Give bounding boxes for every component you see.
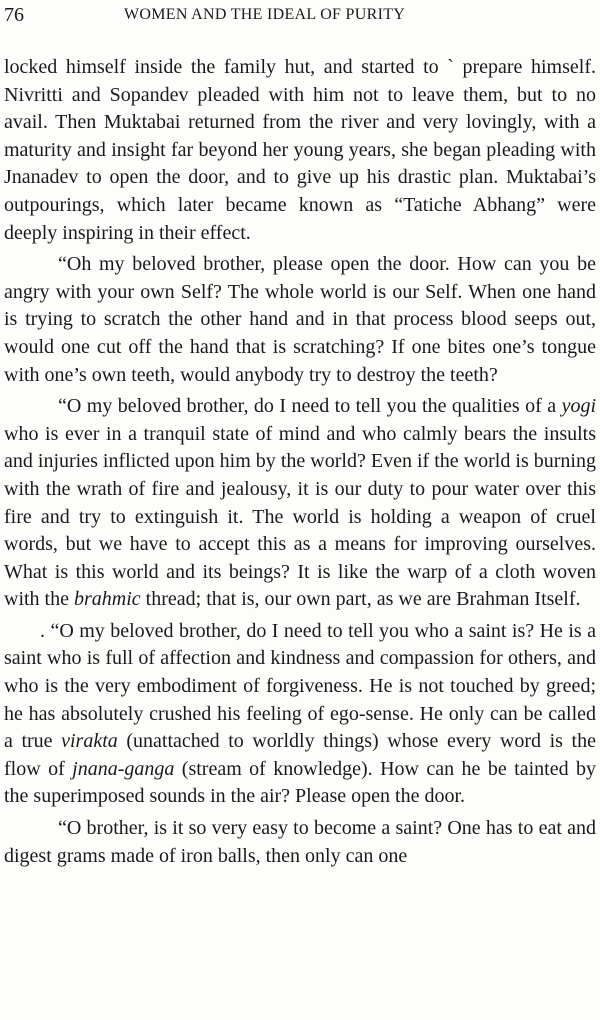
text-run: (unattached to worldly things) whose every word is the flow of (4, 730, 596, 780)
paragraph (4, 618, 596, 811)
text-run: (stream of knowledge). How can he be tainted by the superimposed sounds in the air? Please open the door. (4, 757, 596, 808)
italic-term: yogi (561, 395, 596, 418)
italic-term: jnana-ganga (72, 757, 175, 780)
text-run: “O brother, is it so very easy to become a saint? One has to eat and digest grams made of iron balls, then only can one (4, 817, 596, 867)
text-run: . “O my beloved brother, do I need to tell you who a saint is? He is a saint who is full of affection and kindness and compassion for others, and who is the very embodiment of forgiveness. He is not touched by greed; he has absolutely crushed his feeling of ego-sense. He only can be called a true (4, 619, 596, 753)
paragraph (4, 251, 596, 389)
text-run: locked himself inside the family hut, and started to ` prepare himself. Nivritti and Sopandev pleaded with him not to leave them, but to no avail. Then Muktabai returned from the river and very lovingly, with a maturity and insight far beyond her young years, she began pleading with Jnanadev to open the door, and to give up his drastic plan. Muktabai’s outpourings, which later became known as “Tatiche Abhang” were deeply inspiring in their effect. (4, 56, 596, 244)
text-run: who is ever in a tranquil state of mind and who calmly bears the insults and injuries inflicted upon him by the world? Even if the world is burning with the wrath of fire and jealousy, it is our duty to pour water over this fire and try to extinguish it. The world is holding a weapon of cruel words, but we have to accept this as a means for improving ourselves. What is this world and its beings? It is like the warp of a cloth woven with the (4, 422, 596, 611)
running-title: WOMEN AND THE IDEAL OF PURITY (124, 6, 406, 23)
text-run: “Oh my beloved brother, please open the door. How can you be angry with your own Self? The whole world is our Self. When one hand is trying to scratch the other hand and in that process blood seeps out, would one cut off the hand that is scratching? If one bites one’s tongue with one’s own teeth, would anybody try to destroy the teeth? (4, 253, 596, 386)
paragraph (4, 54, 596, 247)
running-head (4, 2, 596, 28)
paragraph (4, 815, 596, 870)
italic-term: brahmic (74, 588, 141, 611)
body-text (4, 54, 596, 874)
text-run: thread; that is, our own part, as we are Brahman Itself. (140, 588, 581, 611)
italic-term: virakta (61, 730, 118, 753)
paragraph (4, 393, 596, 614)
text-run: “O my beloved brother, do I need to tell you the qualities of a (58, 395, 562, 418)
page-number: 76 (4, 4, 24, 26)
